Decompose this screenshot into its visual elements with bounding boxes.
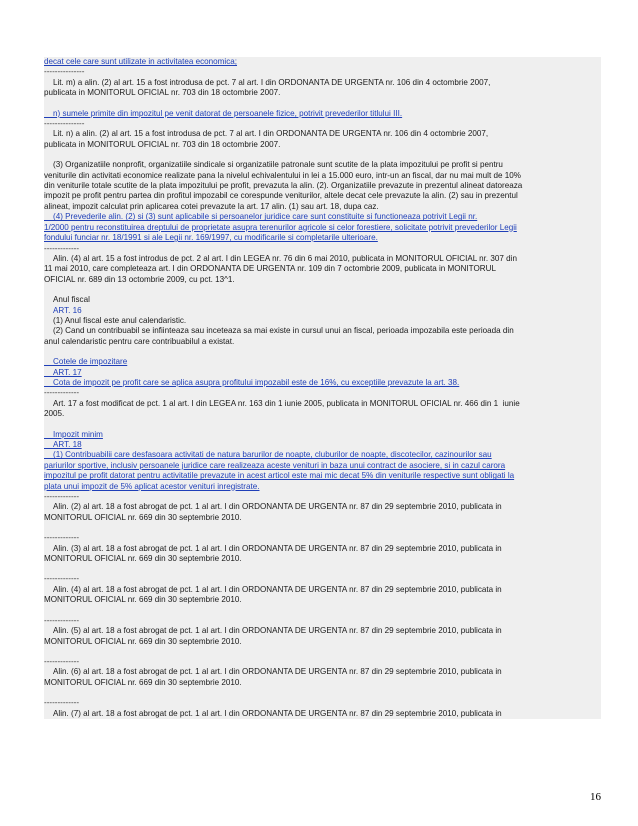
text-line: din veniturile totale scutite de la plata impozitului pe profit, prevazuta la alin. (2). Organizatiile prevazute in prezentul alineat datoreaza (44, 181, 601, 191)
text-line: MONITORUL OFICIAL nr. 669 din 30 septembrie 2010. (44, 637, 601, 647)
text-line: veniturile din activitati economice realizate pana la nivelul echivalentului in lei a 15.000 euro, intr-un an fiscal, dar nu mai mult de 10% (44, 171, 601, 181)
blank-line (44, 647, 601, 657)
blank-line (44, 285, 601, 295)
text-line: (3) Organizatiile nonprofit, organizatiile sindicale si organizatiile patronale sunt scutite de la plata impozitului pe profit si pentru (44, 160, 601, 170)
text-line: ART. 16 (44, 306, 601, 316)
text-line: impozit pe profit pentru partea din profitul impozabil ce corespunde veniturilor, altele decat cele prevazute la alin. (2) sau in prezentul (44, 191, 601, 201)
text-line: (4) Prevederile alin. (2) si (3) sunt aplicabile si persoanelor juridice care sunt constituite si functioneaza potrivit Legii nr. (44, 212, 601, 222)
text-line: Alin. (4) al art. 15 a fost introdus de pct. 2 al art. I din LEGEA nr. 76 din 6 mai 2010, publicata in MONITORUL OFICIAL nr. 307 din (44, 254, 601, 264)
text-line: Cotele de impozitare (44, 357, 601, 367)
text-line: MONITORUL OFICIAL nr. 669 din 30 septembrie 2010. (44, 554, 601, 564)
text-line: ART. 18 (44, 440, 601, 450)
text-line: Anul fiscal (44, 295, 601, 305)
separator-line: --------------- (44, 119, 601, 129)
separator-line: ------------- (44, 533, 601, 543)
text-line: Art. 17 a fost modificat de pct. 1 al art. I din LEGEA nr. 163 din 1 iunie 2005, publicata in MONITORUL OFICIAL nr. 466 din 1 iunie (44, 399, 601, 409)
separator-line: ------------- (44, 616, 601, 626)
text-line: Cota de impozit pe profit care se aplica asupra profitului impozabil este de 16%, cu exceptiile prevazute la art. 38. (44, 378, 601, 388)
blank-line (44, 150, 601, 160)
text-line: 2005. (44, 409, 601, 419)
text-line: Alin. (7) al art. 18 a fost abrogat de pct. 1 al art. I din ORDONANTA DE URGENTA nr. 87 din 29 septembrie 2010, publicata in (44, 709, 601, 719)
separator-line: --------------- (44, 67, 601, 77)
document-page (44, 57, 601, 719)
text-line: fondului funciar nr. 18/1991 si ale Legii nr. 169/1997, cu modificarile si completarile ulterioare. (44, 233, 601, 243)
separator-line: ------------- (44, 388, 601, 398)
text-line: (1) Anul fiscal este anul calendaristic. (44, 316, 601, 326)
separator-line: ------------- (44, 574, 601, 584)
text-line: publicata in MONITORUL OFICIAL nr. 703 din 18 octombrie 2007. (44, 140, 601, 150)
text-line: MONITORUL OFICIAL nr. 669 din 30 septembrie 2010. (44, 678, 601, 688)
text-line: (1) Contribuabilii care desfasoara activitati de natura barurilor de noapte, cluburilor de noapte, discotecilor, cazinourilor sau (44, 450, 601, 460)
blank-line (44, 347, 601, 357)
text-line: Lit. m) a alin. (2) al art. 15 a fost introdusa de pct. 7 al art. I din ORDONANTA DE URGENTA nr. 106 din 4 octombrie 2007, (44, 78, 601, 88)
text-line: (2) Cand un contribuabil se infiinteaza sau inceteaza sa mai existe in cursul unui an fiscal, perioada impozabila este perioada din (44, 326, 601, 336)
blank-line (44, 688, 601, 698)
text-line: plata unui impozit de 5% aplicat acestor venituri inregistrate. (44, 482, 601, 492)
blank-line (44, 564, 601, 574)
text-line: Alin. (4) al art. 18 a fost abrogat de pct. 1 al art. I din ORDONANTA DE URGENTA nr. 87 din 29 septembrie 2010, publicata in (44, 585, 601, 595)
blank-line (44, 99, 601, 109)
text-line: ART. 17 (44, 368, 601, 378)
blank-line (44, 420, 601, 430)
text-line: decat cele care sunt utilizate in activitatea economica; (44, 57, 601, 67)
text-line: MONITORUL OFICIAL nr. 669 din 30 septembrie 2010. (44, 513, 601, 523)
text-line: OFICIAL nr. 689 din 13 octombrie 2009, cu pct. 13^1. (44, 275, 601, 285)
text-line: Impozit minim (44, 430, 601, 440)
text-line: Alin. (3) al art. 18 a fost abrogat de pct. 1 al art. I din ORDONANTA DE URGENTA nr. 87 din 29 septembrie 2010, publicata in (44, 544, 601, 554)
text-line: alineat, impozit calculat prin aplicarea cotei prevazute la art. 17 alin. (1) sau art. 18, dupa caz. (44, 202, 601, 212)
text-line: impozitul pe profit datorat pentru activitatile prevazute in acest articol este mai mic decat 5% din veniturile respective sunt obligati la (44, 471, 601, 481)
text-line: Lit. n) a alin. (2) al art. 15 a fost introdusa de pct. 7 al art. I din ORDONANTA DE URGENTA nr. 106 din 4 octombrie 2007, (44, 129, 601, 139)
text-line: pariurilor sportive, inclusiv persoanele juridice care realizeaza aceste venituri in baza unui contract de asociere, si in cazul carora (44, 461, 601, 471)
text-line: 1/2000 pentru reconstituirea dreptului de proprietate asupra terenurilor agricole si celor forestiere, solicitate potrivit prevederilor Legii (44, 223, 601, 233)
page-number: 16 (590, 791, 601, 803)
blank-line (44, 523, 601, 533)
blank-line (44, 606, 601, 616)
separator-line: ------------- (44, 698, 601, 708)
text-line: Alin. (6) al art. 18 a fost abrogat de pct. 1 al art. I din ORDONANTA DE URGENTA nr. 87 din 29 septembrie 2010, publicata in (44, 667, 601, 677)
text-line: n) sumele primite din impozitul pe venit datorat de persoanele fizice, potrivit prevederilor titlului III. (44, 109, 601, 119)
separator-line: ------------- (44, 657, 601, 667)
text-line: publicata in MONITORUL OFICIAL nr. 703 din 18 octombrie 2007. (44, 88, 601, 98)
text-line: anul calendaristic pentru care contribuabilul a existat. (44, 337, 601, 347)
separator-line: ------------- (44, 492, 601, 502)
separator-line: ------------- (44, 244, 601, 254)
text-line: MONITORUL OFICIAL nr. 669 din 30 septembrie 2010. (44, 595, 601, 605)
text-line: Alin. (2) al art. 18 a fost abrogat de pct. 1 al art. I din ORDONANTA DE URGENTA nr. 87 din 29 septembrie 2010, publicata in (44, 502, 601, 512)
text-line: 11 mai 2010, care completeaza art. I din ORDONANTA DE URGENTA nr. 109 din 7 octombrie 2009, publicata in MONITORUL (44, 264, 601, 274)
text-line: Alin. (5) al art. 18 a fost abrogat de pct. 1 al art. I din ORDONANTA DE URGENTA nr. 87 din 29 septembrie 2010, publicata in (44, 626, 601, 636)
